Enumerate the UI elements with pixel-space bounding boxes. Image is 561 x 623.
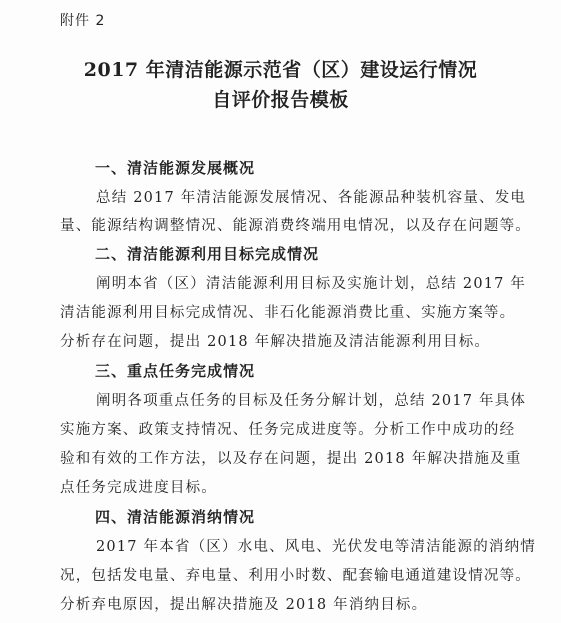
section-3-line-2: 实施方案、政策支持情况、任务完成进度等。分析工作中成功的经 (60, 422, 516, 438)
attachment-label: 附件 2 (60, 13, 106, 29)
section-4-heading: 四、清洁能源消纳情况 (95, 508, 256, 526)
section-2-line-2: 清洁能源利用目标完成情况、非石化能源消费比重、实施方案等。 (60, 305, 516, 321)
section-3-heading: 三、重点任务完成情况 (95, 362, 256, 380)
section-2-heading: 二、清洁能源利用目标完成情况 (95, 245, 320, 263)
section-4-line-2: 况，包括发电量、弃电量、利用小时数、配套输电通道建设情况等。 (60, 568, 531, 584)
section-2-line-3: 分析存在问题，提出 2018 年解决措施及清洁能源利用目标。 (60, 334, 491, 350)
section-4-line-3: 分析弃电原因，提出解决措施及 2018 年消纳目标。 (60, 597, 428, 613)
section-1-line-1: 总结 2017 年清洁能源发展情况、各能源品种装机容量、发电 (96, 190, 527, 206)
document-title-line-1: 2017 年清洁能源示范省（区）建设运行情况 (83, 59, 478, 81)
section-4-line-1: 2017 年本省（区）水电、风电、光伏发电等清洁能源的消纳情 (96, 539, 537, 555)
section-3-line-1: 阐明各项重点任务的目标及任务分解计划，总结 2017 年具体 (96, 393, 527, 409)
section-1-heading: 一、清洁能源发展概况 (95, 159, 256, 177)
section-3-line-4: 点任务完成进度目标。 (60, 480, 217, 496)
document-title-line-2: 自评价报告模板 (212, 89, 349, 111)
section-2-line-1: 阐明本省（区）清洁能源利用目标及实施计划，总结 2017 年 (96, 276, 527, 292)
section-1-line-2: 量、能源结构调整情况、能源消费终端用电情况，以及存在问题等。 (60, 218, 531, 234)
section-3-line-3: 验和有效的工作方法，以及存在问题，提出 2018 年解决措施及重 (60, 451, 522, 467)
